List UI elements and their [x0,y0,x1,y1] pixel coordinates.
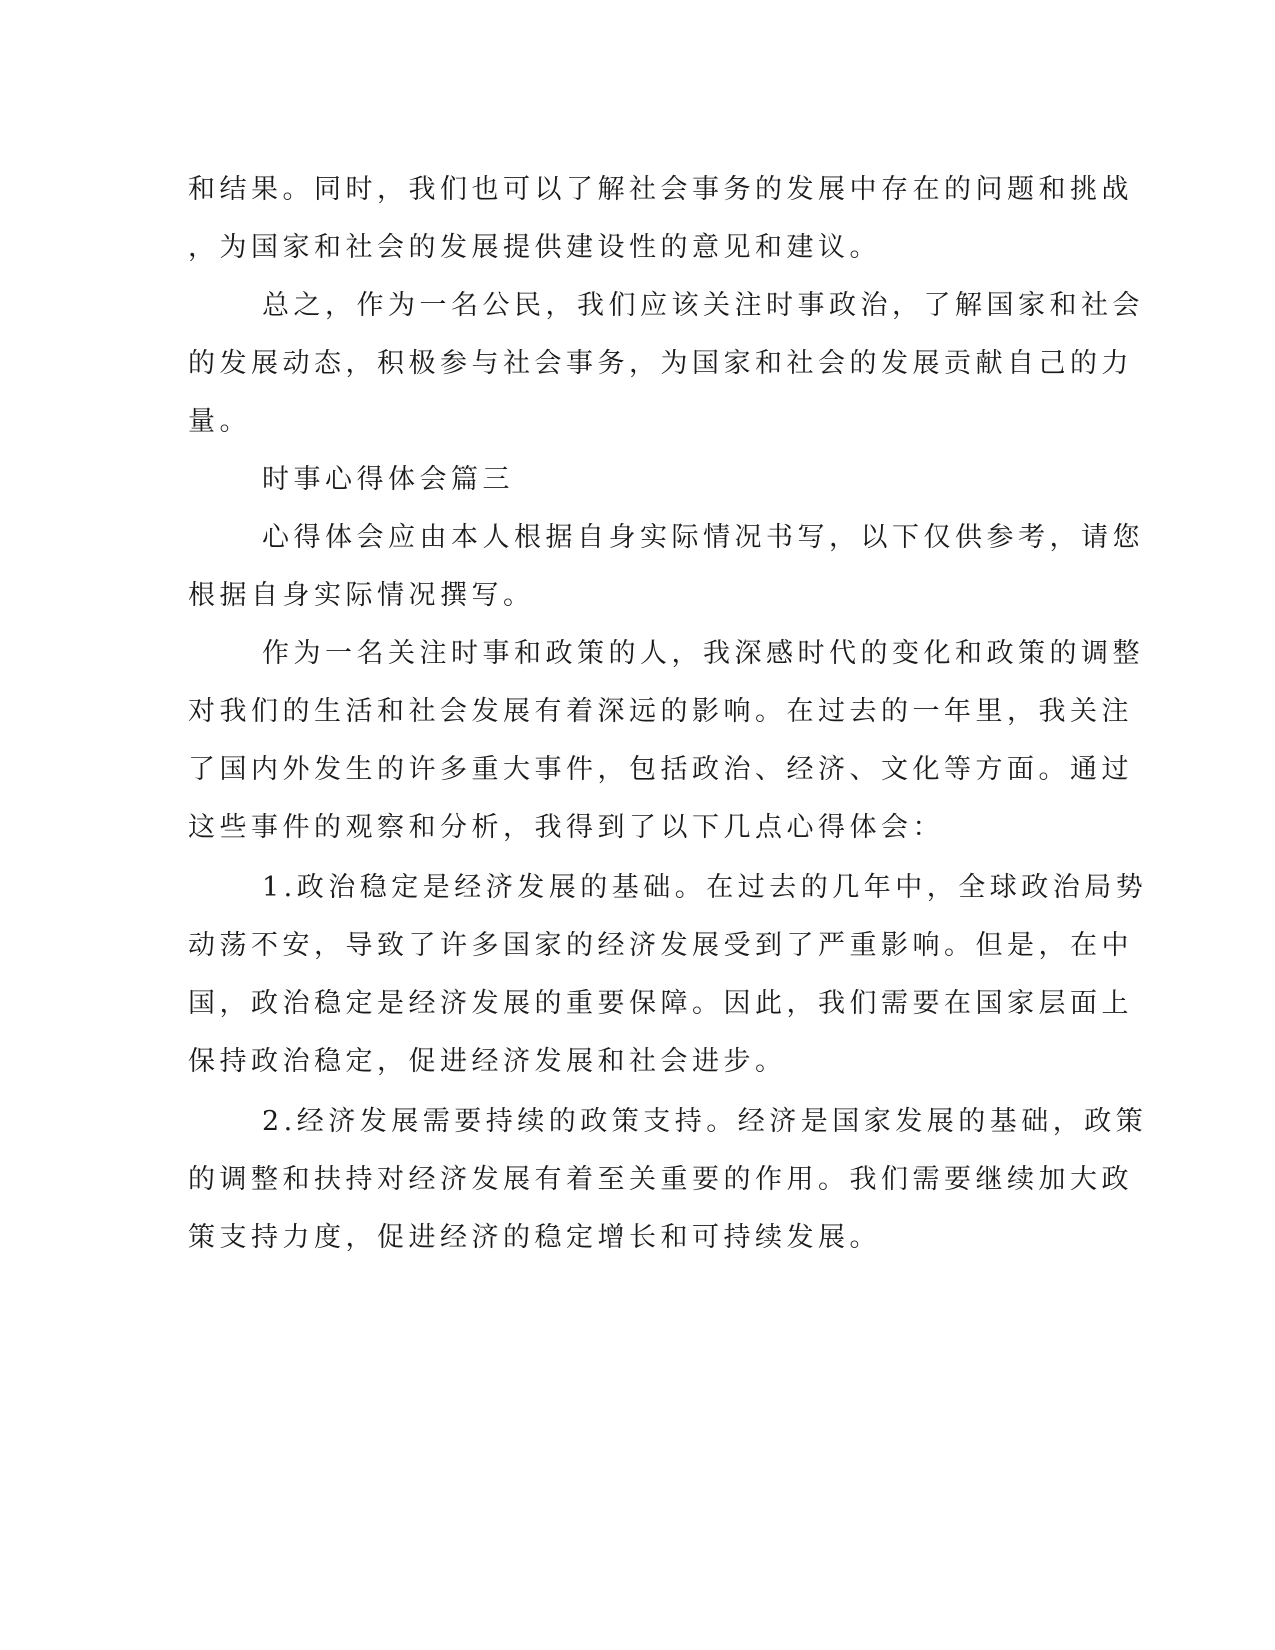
text-line: 量。 [188,406,251,437]
text-line: ，为国家和社会的发展提供建设性的意见和建议。 [188,232,881,263]
text-line: 了国内外发生的许多重大事件，包括政治、经济、文化等方面。通过 [188,754,1133,785]
text-line: 动荡不安，导致了许多国家的经济发展受到了严重影响。但是，在中 [188,930,1133,961]
text-line: 根据自身实际情况撰写。 [188,580,535,611]
text-line: 国，政治稳定是经济发展的重要保障。因此，我们需要在国家层面上 [188,988,1133,1019]
paragraph-note: 心得体会应由本人根据自身实际情况书写，以下仅供参考，请您 [262,522,1144,553]
paragraph-intro: 作为一名关注时事和政策的人，我深感时代的变化和政策的调整 [262,638,1144,669]
paragraph-point-2: 2.经济发展需要持续的政策支持。经济是国家发展的基础，政策 [262,1106,1148,1137]
text-line: 对我们的生活和社会发展有着深远的影响。在过去的一年里，我关注 [188,696,1133,727]
paragraph-summary: 总之，作为一名公民，我们应该关注时事政治，了解国家和社会 [262,290,1144,321]
text-line: 策支持力度，促进经济的稳定增长和可持续发展。 [188,1222,881,1253]
section-title: 时事心得体会篇三 [262,464,514,495]
text-line: 的调整和扶持对经济发展有着至关重要的作用。我们需要继续加大政 [188,1164,1133,1195]
text-line: 和结果。同时，我们也可以了解社会事务的发展中存在的问题和挑战 [188,174,1133,205]
text-line: 的发展动态，积极参与社会事务，为国家和社会的发展贡献自己的力 [188,348,1133,379]
paragraph-point-1: 1.政治稳定是经济发展的基础。在过去的几年中，全球政治局势 [262,872,1148,903]
text-line: 保持政治稳定，促进经济发展和社会进步。 [188,1046,787,1077]
text-line: 这些事件的观察和分析，我得到了以下几点心得体会： [188,812,944,843]
